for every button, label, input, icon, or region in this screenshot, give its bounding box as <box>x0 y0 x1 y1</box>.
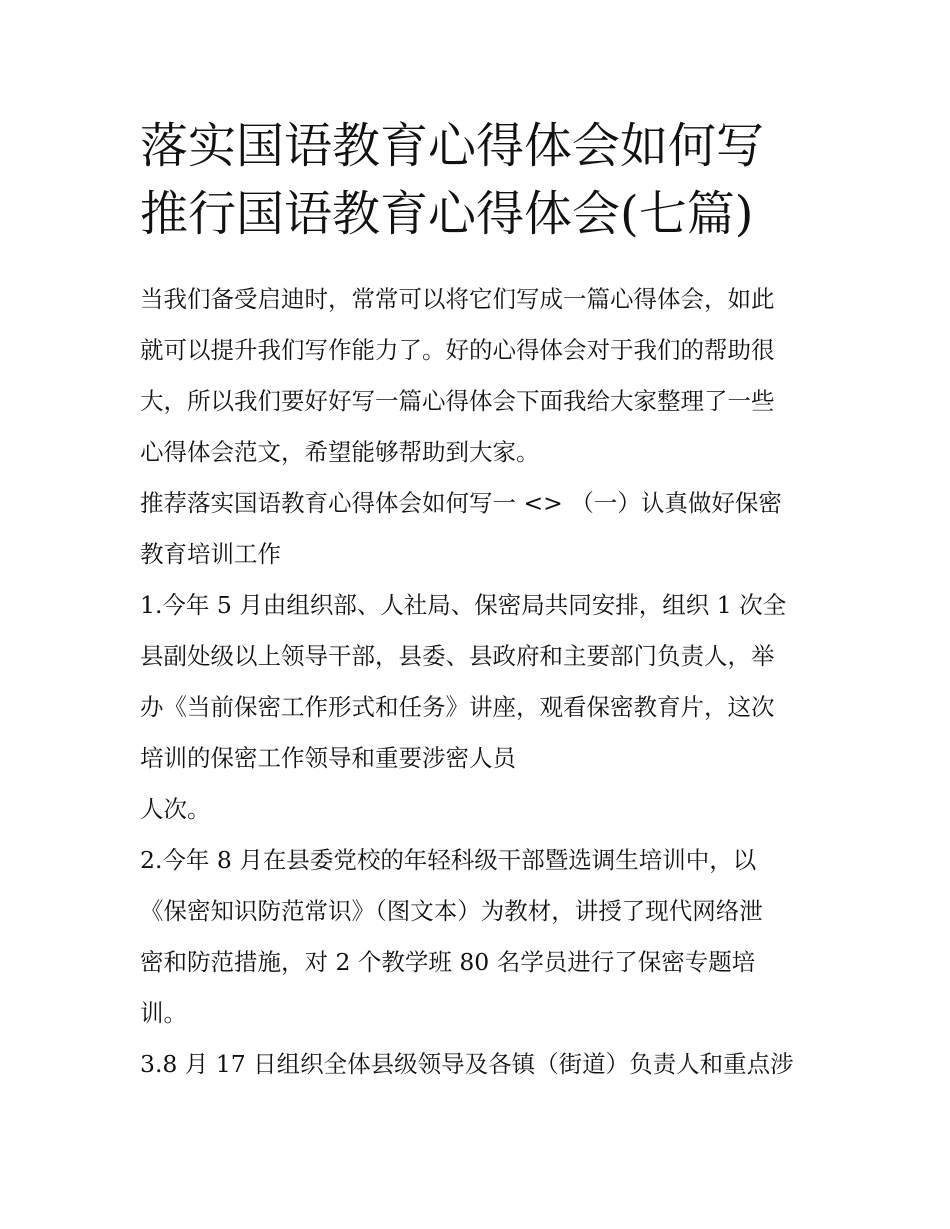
paragraph-recommendation <box>140 478 815 580</box>
text-line: 密和防范措施，对 2 个教学班 80 名学员进行了保密专题培 <box>140 948 756 976</box>
text-line: 当我们备受启迪时，常常可以将它们写成一篇心得体会，如此 <box>140 285 775 313</box>
paragraph-item-3 <box>140 1039 815 1090</box>
text-line: 人次。 <box>140 795 211 823</box>
text-line: 大，所以我们要好好写一篇心得体会下面我给大家整理了一些 <box>140 387 775 415</box>
paragraph-item-2 <box>140 835 815 1039</box>
document-body <box>140 274 815 1090</box>
title-line: 推行国语教育心得体会(七篇) <box>140 186 754 242</box>
text-line: 3.8 月 17 日组织全体县级领导及各镇（街道）负责人和重点涉 <box>140 1050 794 1078</box>
paragraph-intro <box>140 274 815 478</box>
text-line: 1.今年 5 月由组织部、人社局、保密局共同安排，组织 1 次全 <box>140 591 787 619</box>
text-line: 县副处级以上领导干部，县委、县政府和主要部门负责人，举 <box>140 642 775 670</box>
text-line: 就可以提升我们写作能力了。好的心得体会对于我们的帮助很 <box>140 336 775 364</box>
title-line: 落实国语教育心得体会如何写 <box>140 118 765 174</box>
text-line: 推荐落实国语教育心得体会如何写一 <> （一）认真做好保密 <box>140 489 782 517</box>
text-line: 教育培训工作 <box>140 540 281 568</box>
text-line: 训。 <box>140 999 187 1027</box>
text-line: 办《当前保密工作形式和任务》讲座，观看保密教育片，这次 <box>140 693 775 721</box>
paragraph-item-1 <box>140 580 815 835</box>
text-line: 心得体会范文，希望能够帮助到大家。 <box>140 438 540 466</box>
text-line: 2.今年 8 月在县委党校的年轻科级干部暨选调生培训中，以 <box>140 846 757 874</box>
text-line: 培训的保密工作领导和重要涉密人员 <box>140 744 516 772</box>
text-line: 《保密知识防范常识》（图文本）为教材，讲授了现代网络泄 <box>140 897 763 925</box>
document-content <box>140 112 815 1090</box>
document-title <box>140 112 815 248</box>
